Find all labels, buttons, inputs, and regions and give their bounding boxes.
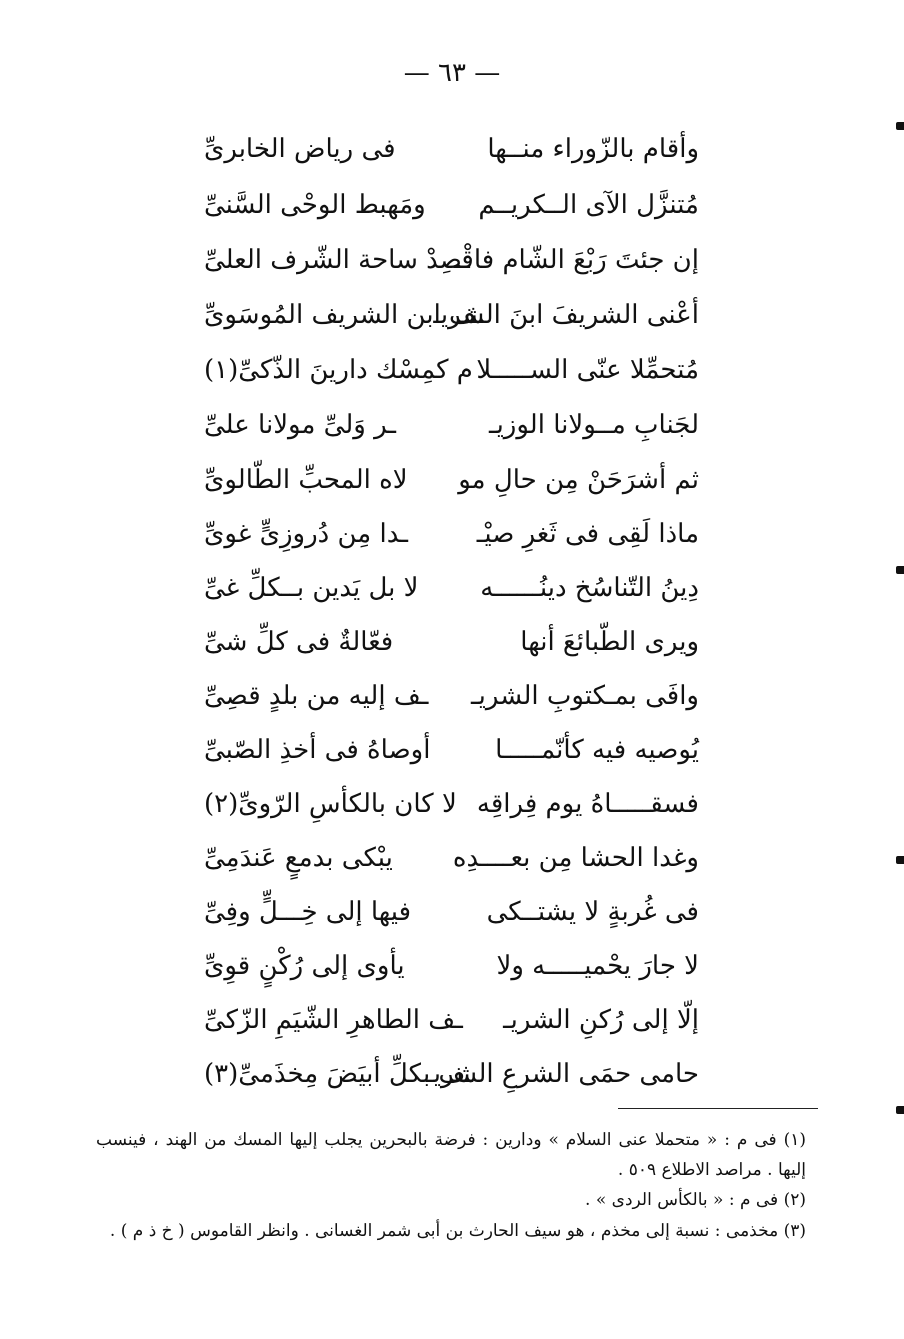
binding-mark [896, 856, 904, 864]
binding-mark [896, 566, 904, 574]
verse-line [204, 126, 699, 172]
footnote-separator [618, 1108, 818, 1109]
verse-line [204, 673, 699, 719]
verse-second-hemistich: فعّالةٌ فى كلِّ شىِّ [204, 627, 394, 657]
verse-first-hemistich: إلّا إلى رُكنِ الشريـ [503, 1005, 699, 1035]
verse-second-hemistich: ـف ابن الشريف المُوسَوىِّ [204, 300, 484, 330]
verse-line [204, 781, 699, 827]
verse-first-hemistich: لا جارَ يحْميـــــه ولا [496, 951, 699, 981]
verse-first-hemistich: دِينُ التّناسُخ دينُــــــه [480, 573, 699, 603]
verse-second-hemistich: ـف إليه من بلدٍ قصِىِّ [204, 681, 429, 711]
verse-second-hemistich: فى رياض الخابرىِّ [204, 134, 396, 164]
verse-second-hemistich: ـر وَلىِّ مولانا علىِّ [204, 410, 397, 440]
verse-second-hemistich: فيها إلى خِـــلٍّ وفِىِّ [204, 897, 412, 927]
footnote-3: (٣) مخذمى : نسبة إلى مخذم ، هو سيف الحارث بن أبى شمر الغسانى . وانظر القاموس ( خ ذ م ) . [109, 1221, 806, 1241]
verse-second-hemistich: أوصاهُ فى أخذِ الصّبىِّ [204, 735, 431, 765]
verse-line [204, 1051, 699, 1097]
verse-second-hemistich: ـف بكلِّ أبيَضَ مِخذَمىِّ(٣) [204, 1059, 473, 1089]
verse-line [204, 237, 699, 283]
verse-line [204, 511, 699, 557]
binding-mark [896, 122, 904, 130]
verse-first-hemistich: مُتحمِّلا عنّى الســـــلا [476, 355, 699, 385]
verse-second-hemistich: م كمِسْك دارينَ الذّكىِّ(١) [204, 355, 473, 385]
verse-line [204, 457, 699, 503]
verse-line [204, 347, 699, 393]
verse-first-hemistich: إن جئتَ رَبْعَ الشّام فاقْـ [453, 245, 699, 275]
verse-second-hemistich: لا كان بالكأسِ الرّوىِّ(٢) [204, 789, 457, 819]
verse-line [204, 943, 699, 989]
verse-first-hemistich: مُتنزَّل الآى الــكريــم [478, 190, 699, 220]
verse-first-hemistich: لجَنابِ مــولانا الوزيـ [488, 410, 699, 440]
verse-second-hemistich: يبْكى بدمعٍ عَندَمِىِّ [204, 843, 393, 873]
verse-line [204, 889, 699, 935]
verse-first-hemistich: يُوصيه فيه كأنّمـــــا [495, 735, 699, 765]
footnote-2: (٢) فى م : « بالكأس الردى » . [585, 1190, 806, 1210]
page-number: — ٦٣ — [403, 58, 501, 88]
verse-second-hemistich: ـدا مِن دُروزِىٍّ غوىِّ [204, 519, 408, 549]
verse-line [204, 292, 699, 338]
verse-line [204, 619, 699, 665]
verse-first-hemistich: ثم أشرَحَنْ مِن حالِ مو [458, 465, 699, 495]
verse-line [204, 835, 699, 881]
verse-second-hemistich: لاه المحبِّ الطّالوىِّ [204, 465, 408, 495]
verse-line [204, 727, 699, 773]
verse-second-hemistich: ـف الطاهرِ الشّيَمِ الزّكىِّ [204, 1005, 463, 1035]
verse-second-hemistich: يأوى إلى رُكْنٍ قوِىِّ [204, 951, 405, 981]
verse-first-hemistich: ويرى الطّبائعَ أنها [520, 627, 699, 657]
binding-mark [896, 1106, 904, 1114]
verse-first-hemistich: وغدا الحشا مِن بعــــدِه [452, 843, 699, 873]
verse-line [204, 402, 699, 448]
verse-first-hemistich: وافَى بمـكتوبِ الشريـ [471, 681, 699, 711]
verse-line [204, 182, 699, 228]
verse-first-hemistich: أعْنى الشريفَ ابنَ الشريـ [433, 300, 699, 330]
verse-line [204, 997, 699, 1043]
footnote-1: (١) فى م : « متحملا عنى السلام » ودارين : فرضة بالبحرين يجلب إليها المسك من الهند ، فينسب إليها . مراصد الاطلاع ٥٠٩ . [96, 1130, 806, 1180]
verse-first-hemistich: فسقـــــاهُ يوم فِراقِه [476, 789, 699, 819]
verse-second-hemistich: لا بل يَدين بــكلِّ غىِّ [204, 573, 419, 603]
verse-first-hemistich: فى غُربةٍ لا يشتــكى [486, 897, 699, 927]
verse-first-hemistich: ماذا لَقِى فى ثَغرِ صيْـ [476, 519, 699, 549]
verse-first-hemistich: حامى حمَى الشرعِ الشريـ [426, 1059, 699, 1089]
verse-second-hemistich: ـصِدْ ساحة الشّرف العلىِّ [204, 245, 470, 275]
verse-second-hemistich: ومَهبط الوحْى السَّنىِّ [204, 190, 426, 220]
verse-first-hemistich: وأقام بالزّوراء منــها [487, 134, 699, 164]
verse-line [204, 565, 699, 611]
